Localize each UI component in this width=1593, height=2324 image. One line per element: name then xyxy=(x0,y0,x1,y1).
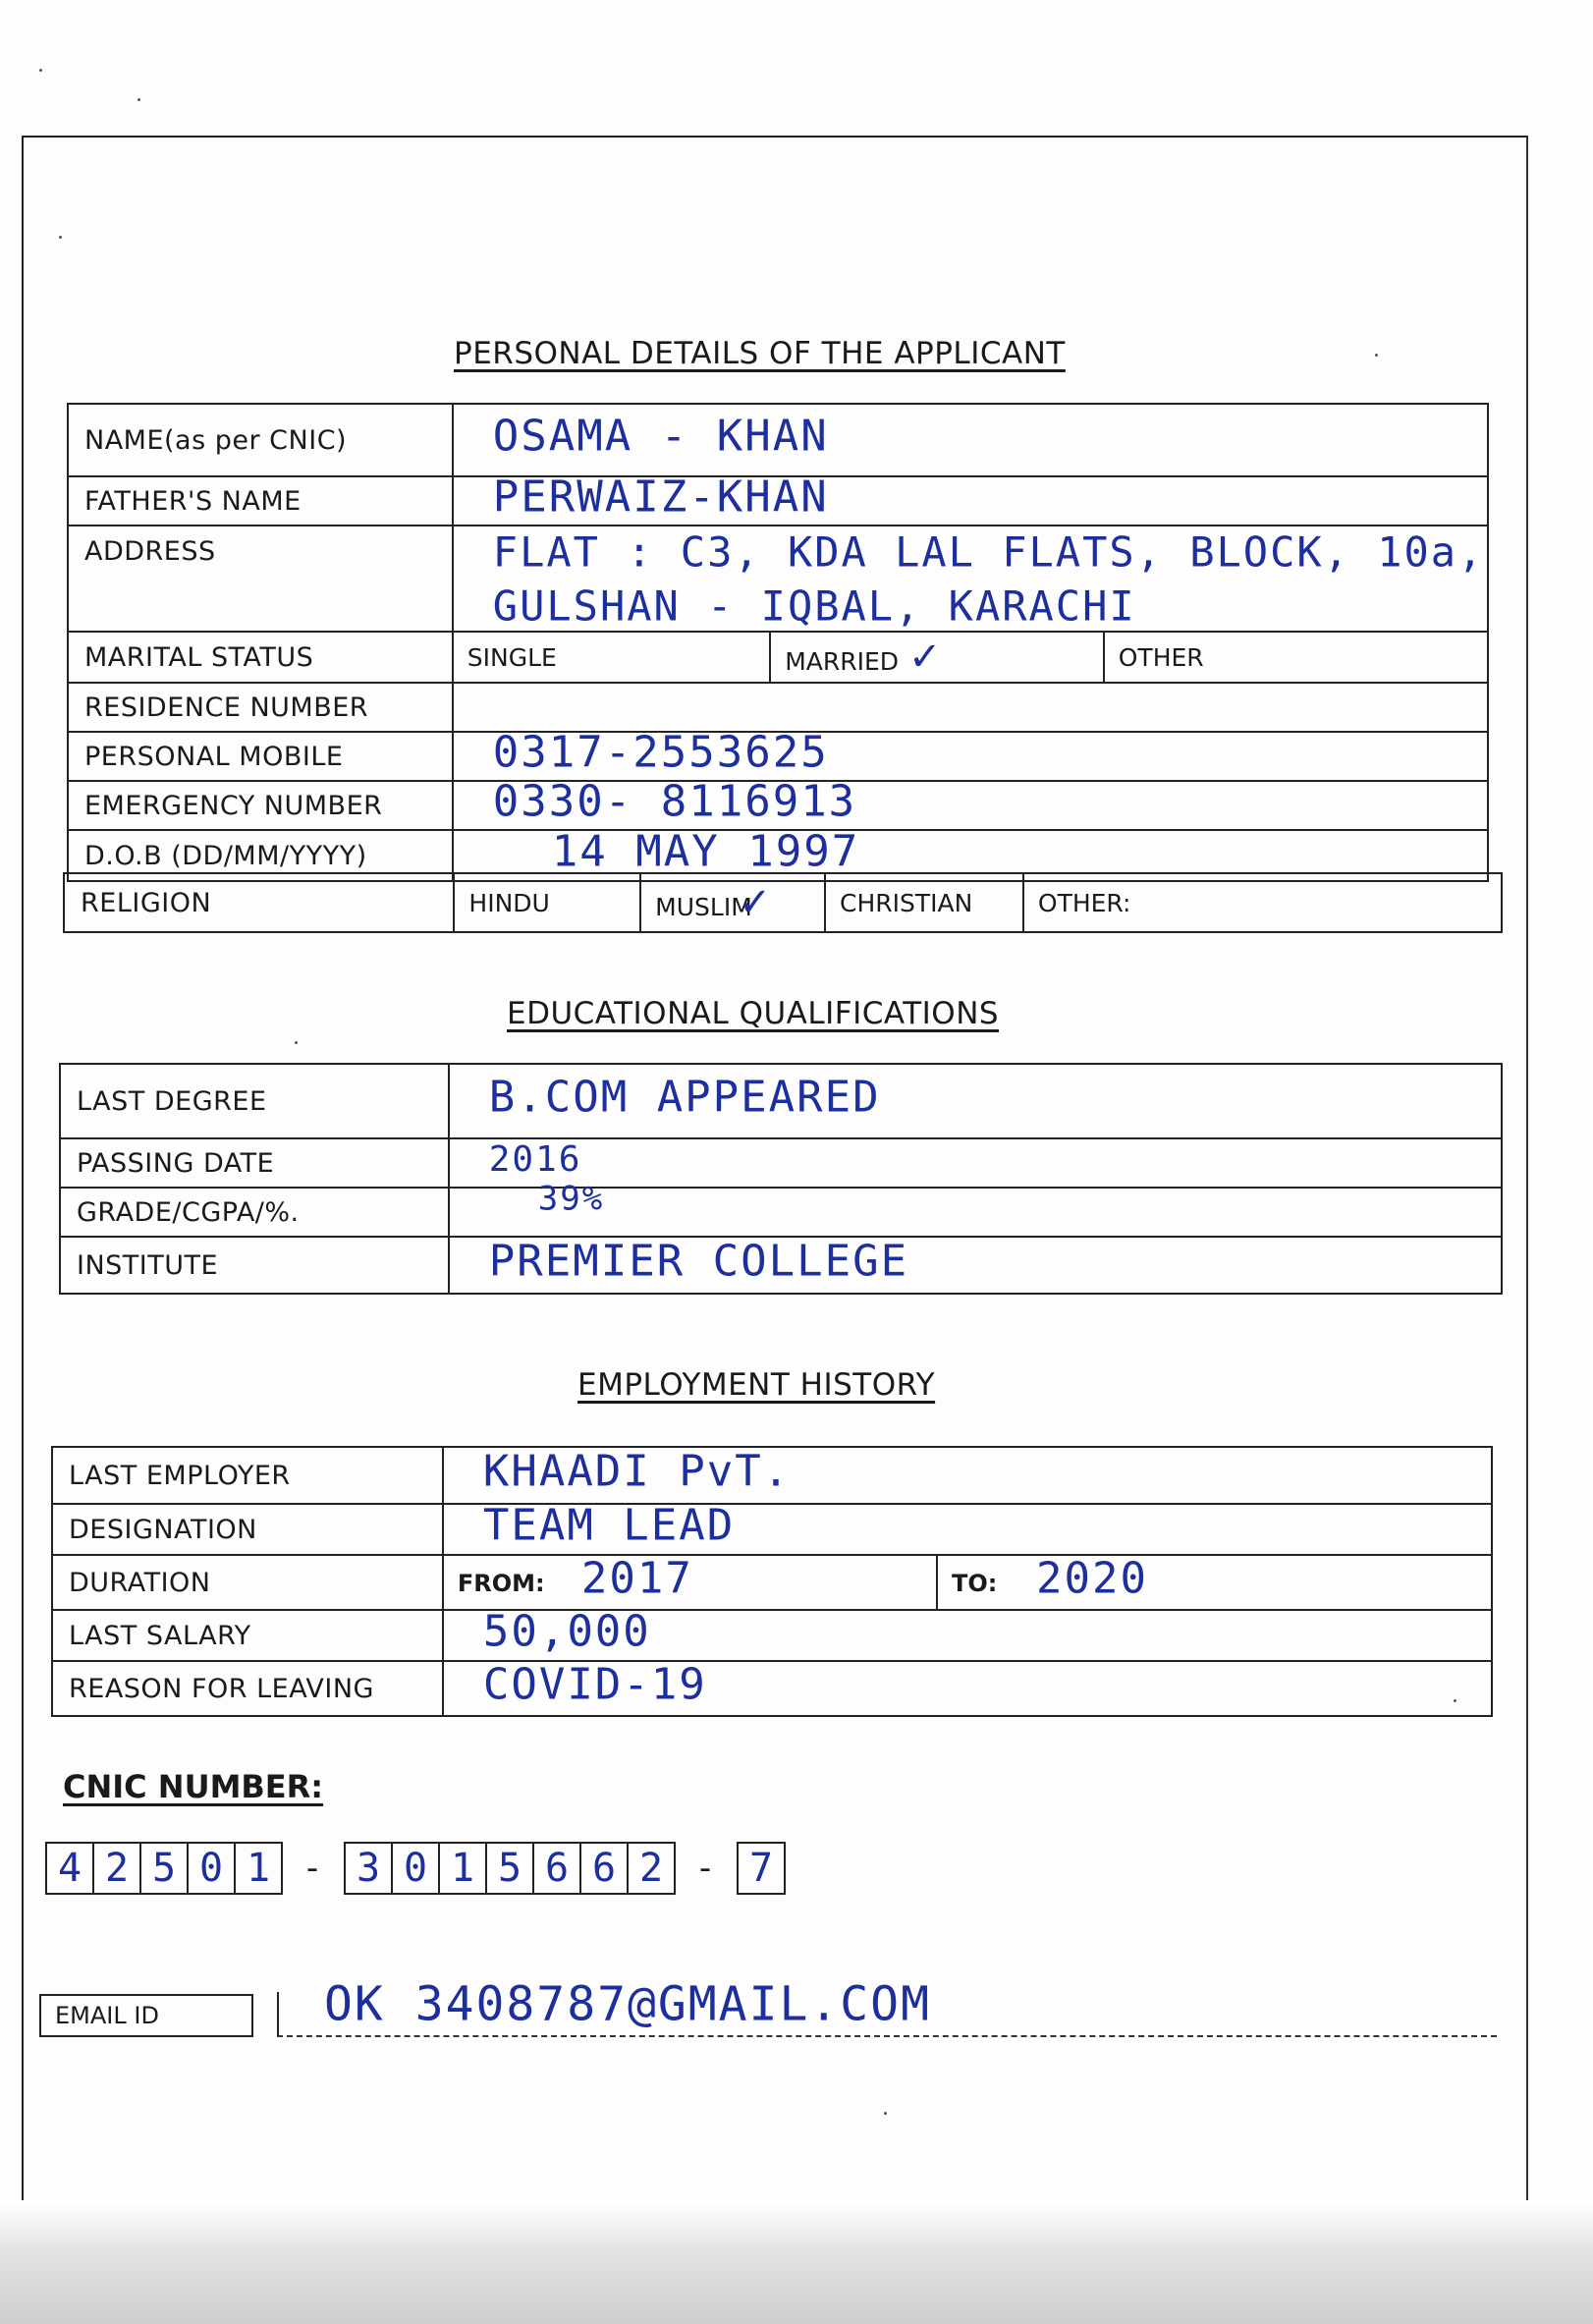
religion-option-hindu[interactable]: HINDU xyxy=(454,873,640,932)
cnic-input-boxes[interactable] xyxy=(45,1842,784,1895)
dob-label: D.O.B (DD/MM/YYYY) xyxy=(68,830,453,881)
last-employer-field[interactable] xyxy=(443,1447,1492,1504)
cnic-digit-box[interactable]: 5 xyxy=(139,1842,189,1895)
personal-details-table xyxy=(67,403,1489,882)
last-salary-value: 50,000 xyxy=(482,1606,651,1657)
religion-option-christian[interactable]: CHRISTIAN xyxy=(825,873,1023,932)
scan-shadow xyxy=(0,2200,1593,2324)
last-employer-label: LAST EMPLOYER xyxy=(52,1447,443,1504)
reason-for-leaving-field[interactable] xyxy=(443,1661,1492,1716)
designation-field[interactable] xyxy=(443,1500,1492,1555)
scan-speck xyxy=(884,2112,887,2115)
residence-number-field[interactable] xyxy=(453,683,1488,732)
reason-for-leaving-value: COVID-19 xyxy=(482,1659,707,1710)
email-row xyxy=(39,1976,1497,2037)
last-salary-field[interactable] xyxy=(443,1606,1492,1661)
marital-option-single[interactable]: SINGLE xyxy=(453,632,770,683)
religion-option-other[interactable]: OTHER: xyxy=(1023,873,1502,932)
check-mark-icon: ✓ xyxy=(908,635,942,680)
institute-field[interactable] xyxy=(449,1237,1502,1294)
religion-label: RELIGION xyxy=(64,873,454,932)
name-label: NAME(as per CNIC) xyxy=(68,404,453,476)
marital-married-text: MARRIED xyxy=(785,647,900,676)
institute-value: PREMIER COLLEGE xyxy=(488,1236,909,1287)
last-degree-field[interactable] xyxy=(449,1064,1502,1138)
residence-number-label: RESIDENCE NUMBER xyxy=(68,683,453,732)
passing-date-field[interactable] xyxy=(449,1138,1502,1188)
scan-speck xyxy=(59,236,62,239)
cnic-digit-box[interactable]: 5 xyxy=(485,1842,534,1895)
last-salary-label: LAST SALARY xyxy=(52,1610,443,1661)
cnic-digit-box[interactable]: 0 xyxy=(391,1842,440,1895)
email-value: OK 3408787@GMAIL.COM xyxy=(324,1976,931,2032)
from-value: 2017 xyxy=(580,1553,693,1604)
scan-speck xyxy=(295,1041,298,1044)
to-value: 2020 xyxy=(1036,1553,1148,1604)
cnic-digit-box[interactable]: 6 xyxy=(532,1842,581,1895)
cnic-digit-box[interactable]: 3 xyxy=(344,1842,393,1895)
passing-date-label: PASSING DATE xyxy=(60,1138,449,1188)
personal-mobile-label: PERSONAL MOBILE xyxy=(68,732,453,781)
email-field[interactable] xyxy=(277,1976,1497,2037)
personal-mobile-value: 0317-2553625 xyxy=(492,727,829,778)
name-value: OSAMA - KHAN xyxy=(492,411,829,462)
cnic-separator: - xyxy=(698,1849,712,1888)
personal-details-heading: PERSONAL DETAILS OF THE APPLICANT xyxy=(454,336,1066,371)
address-line-1: FLAT : C3, KDA LAL FLATS, BLOCK, 10a, xyxy=(492,527,1485,577)
cnic-digit-box[interactable]: 7 xyxy=(737,1842,786,1895)
designation-label: DESIGNATION xyxy=(52,1504,443,1555)
scan-speck xyxy=(1375,354,1378,357)
father-name-value: PERWAIZ-KHAN xyxy=(492,471,829,523)
to-label: TO: xyxy=(952,1570,998,1597)
duration-from-field[interactable] xyxy=(443,1555,937,1610)
grade-label: GRADE/CGPA/%. xyxy=(60,1188,449,1237)
cnic-separator: - xyxy=(305,1849,319,1888)
designation-value: TEAM LEAD xyxy=(482,1500,736,1551)
email-label: EMAIL ID xyxy=(39,1994,253,2037)
address-label: ADDRESS xyxy=(68,526,453,632)
scan-speck xyxy=(39,69,42,72)
cnic-digit-box[interactable]: 1 xyxy=(438,1842,487,1895)
religion-option-muslim[interactable] xyxy=(640,873,825,932)
father-name-field[interactable] xyxy=(453,471,1488,526)
check-mark-icon: ✓ xyxy=(738,880,772,925)
duration-to-field[interactable] xyxy=(937,1555,1492,1610)
cnic-digit-box[interactable]: 1 xyxy=(234,1842,283,1895)
cnic-digit-box[interactable]: 4 xyxy=(45,1842,94,1895)
religion-table xyxy=(63,872,1503,933)
emergency-number-label: EMERGENCY NUMBER xyxy=(68,781,453,830)
address-field[interactable] xyxy=(453,526,1488,632)
scan-speck xyxy=(1454,1699,1456,1702)
dob-value: 14 MAY 1997 xyxy=(551,826,860,877)
cnic-digit-box[interactable]: 2 xyxy=(627,1842,676,1895)
education-table xyxy=(59,1063,1503,1295)
last-degree-value: B.COM APPEARED xyxy=(488,1072,881,1123)
passing-date-value: 2016 xyxy=(488,1139,582,1181)
father-name-label: FATHER'S NAME xyxy=(68,476,453,526)
name-field[interactable] xyxy=(453,404,1488,476)
marital-status-label: MARITAL STATUS xyxy=(68,632,453,683)
institute-label: INSTITUTE xyxy=(60,1237,449,1294)
marital-option-married[interactable] xyxy=(770,632,1104,683)
last-degree-label: LAST DEGREE xyxy=(60,1064,449,1138)
marital-option-other[interactable]: OTHER xyxy=(1104,632,1488,683)
personal-mobile-field[interactable] xyxy=(453,727,1488,781)
duration-label: DURATION xyxy=(52,1555,443,1610)
grade-value: 39% xyxy=(537,1179,605,1219)
last-employer-value: KHAADI PvT. xyxy=(482,1446,792,1497)
cnic-digit-box[interactable]: 6 xyxy=(579,1842,629,1895)
education-heading: EDUCATIONAL QUALIFICATIONS xyxy=(507,996,1000,1031)
employment-table xyxy=(51,1446,1493,1717)
from-label: FROM: xyxy=(457,1570,545,1597)
grade-field[interactable] xyxy=(449,1179,1502,1237)
cnic-digit-box[interactable]: 0 xyxy=(187,1842,236,1895)
cnic-heading: CNIC NUMBER: xyxy=(63,1768,324,1805)
employment-heading: EMPLOYMENT HISTORY xyxy=(577,1367,936,1403)
reason-for-leaving-label: REASON FOR LEAVING xyxy=(52,1661,443,1716)
address-line-2: GULSHAN - IQBAL, KARACHI xyxy=(492,581,1136,631)
emergency-number-value: 0330- 8116913 xyxy=(492,776,857,827)
scan-speck xyxy=(137,98,140,101)
cnic-digit-box[interactable]: 2 xyxy=(92,1842,141,1895)
religion-muslim-text: MUSLIM xyxy=(655,893,752,921)
emergency-number-field[interactable] xyxy=(453,776,1488,830)
